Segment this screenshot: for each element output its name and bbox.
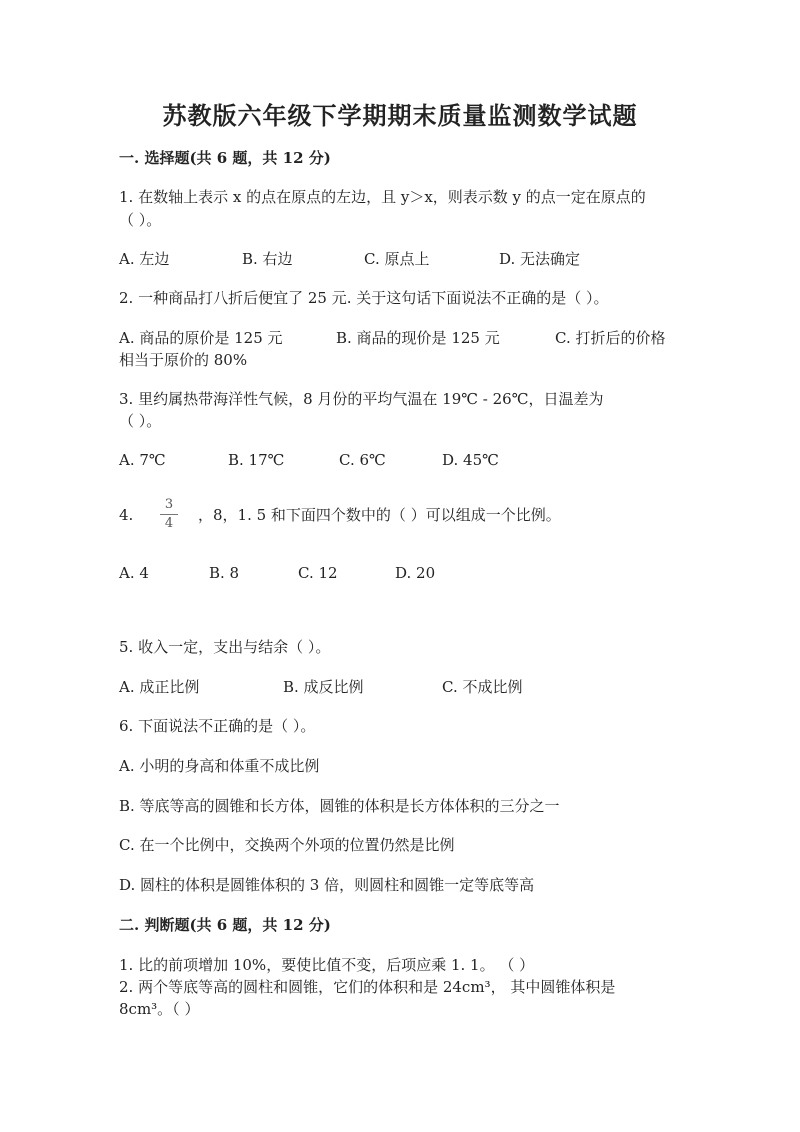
judgement-question-2: 2. 两个等底等高的圆柱和圆锥，它们的体积和是 24cm³， 其中圆锥体积是 bbox=[119, 978, 616, 996]
question-2-option-c-cont: 相当于原价的 80% bbox=[119, 351, 248, 369]
question-4-number: 4. bbox=[119, 506, 134, 524]
question-5-option-b: B. 成反比例 bbox=[283, 678, 364, 696]
question-4-option-a: A. 4 bbox=[119, 564, 149, 582]
question-1-option-c: C. 原点上 bbox=[364, 250, 430, 268]
question-3-option-d: D. 45℃ bbox=[442, 451, 499, 469]
question-6-option-d: D. 圆柱的体积是圆锥体积的 3 倍，则圆柱和圆锥一定等底等高 bbox=[119, 876, 535, 894]
question-6-option-b: B. 等底等高的圆锥和长方体，圆锥的体积是长方体体积的三分之一 bbox=[119, 797, 560, 815]
question-3-option-a: A. 7℃ bbox=[119, 451, 166, 469]
question-4-option-d: D. 20 bbox=[395, 564, 436, 582]
question-5-option-a: A. 成正比例 bbox=[119, 678, 200, 696]
question-2-text: 2. 一种商品打八折后便宜了 25 元. 关于这句话下面说法不正确的是（ ）。 bbox=[119, 289, 609, 307]
fraction-numerator: 3 bbox=[160, 497, 178, 515]
question-3-option-b: B. 17℃ bbox=[228, 451, 285, 469]
question-2-option-b: B. 商品的现价是 125 元 bbox=[336, 329, 500, 347]
question-1-option-d: D. 无法确定 bbox=[499, 250, 581, 268]
question-1-text: 1. 在数轴上表示 x 的点在原点的左边，且 y＞x，则表示数 y 的点一定在原点的 bbox=[119, 188, 646, 206]
question-4-option-c: C. 12 bbox=[298, 564, 338, 582]
judgement-question-1: 1. 比的前项增加 10%，要使比值不变，后项应乘 1. 1。 （ ） bbox=[119, 956, 535, 974]
question-5-option-c: C. 不成比例 bbox=[442, 678, 523, 696]
page-title: 苏教版六年级下学期期末质量监测数学试题 bbox=[162, 101, 638, 130]
fraction-denominator: 4 bbox=[164, 516, 174, 531]
question-2-option-c: C. 打折后的价格 bbox=[555, 329, 666, 347]
question-1-blank: （ ）。 bbox=[119, 211, 162, 229]
question-5-text: 5. 收入一定，支出与结余（ ）。 bbox=[119, 638, 331, 656]
question-3-option-c: C. 6℃ bbox=[339, 451, 386, 469]
question-3-blank: （ ）。 bbox=[119, 412, 162, 430]
judgement-question-2-cont: 8cm³。（ ） bbox=[119, 1000, 200, 1018]
question-1-option-a: A. 左边 bbox=[119, 250, 170, 268]
question-6-text: 6. 下面说法不正确的是（ ）。 bbox=[119, 717, 316, 735]
fraction-three-quarters bbox=[160, 497, 178, 532]
question-3-text: 3. 里约属热带海洋性气候，8 月份的平均气温在 19℃ - 26℃，日温差为 bbox=[119, 390, 604, 408]
section-heading-judgement: 二. 判断题(共 6 题，共 12 分) bbox=[119, 916, 331, 934]
question-6-option-c: C. 在一个比例中，交换两个外项的位置仍然是比例 bbox=[119, 836, 455, 854]
question-4-text: ，8，1. 5 和下面四个数中的（ ）可以组成一个比例。 bbox=[198, 506, 561, 524]
question-6-option-a: A. 小明的身高和体重不成比例 bbox=[119, 757, 320, 775]
question-4-option-b: B. 8 bbox=[209, 564, 240, 582]
question-2-option-a: A. 商品的原价是 125 元 bbox=[119, 329, 283, 347]
question-1-option-b: B. 右边 bbox=[242, 250, 293, 268]
section-heading-choice: 一. 选择题(共 6 题，共 12 分) bbox=[119, 149, 331, 167]
